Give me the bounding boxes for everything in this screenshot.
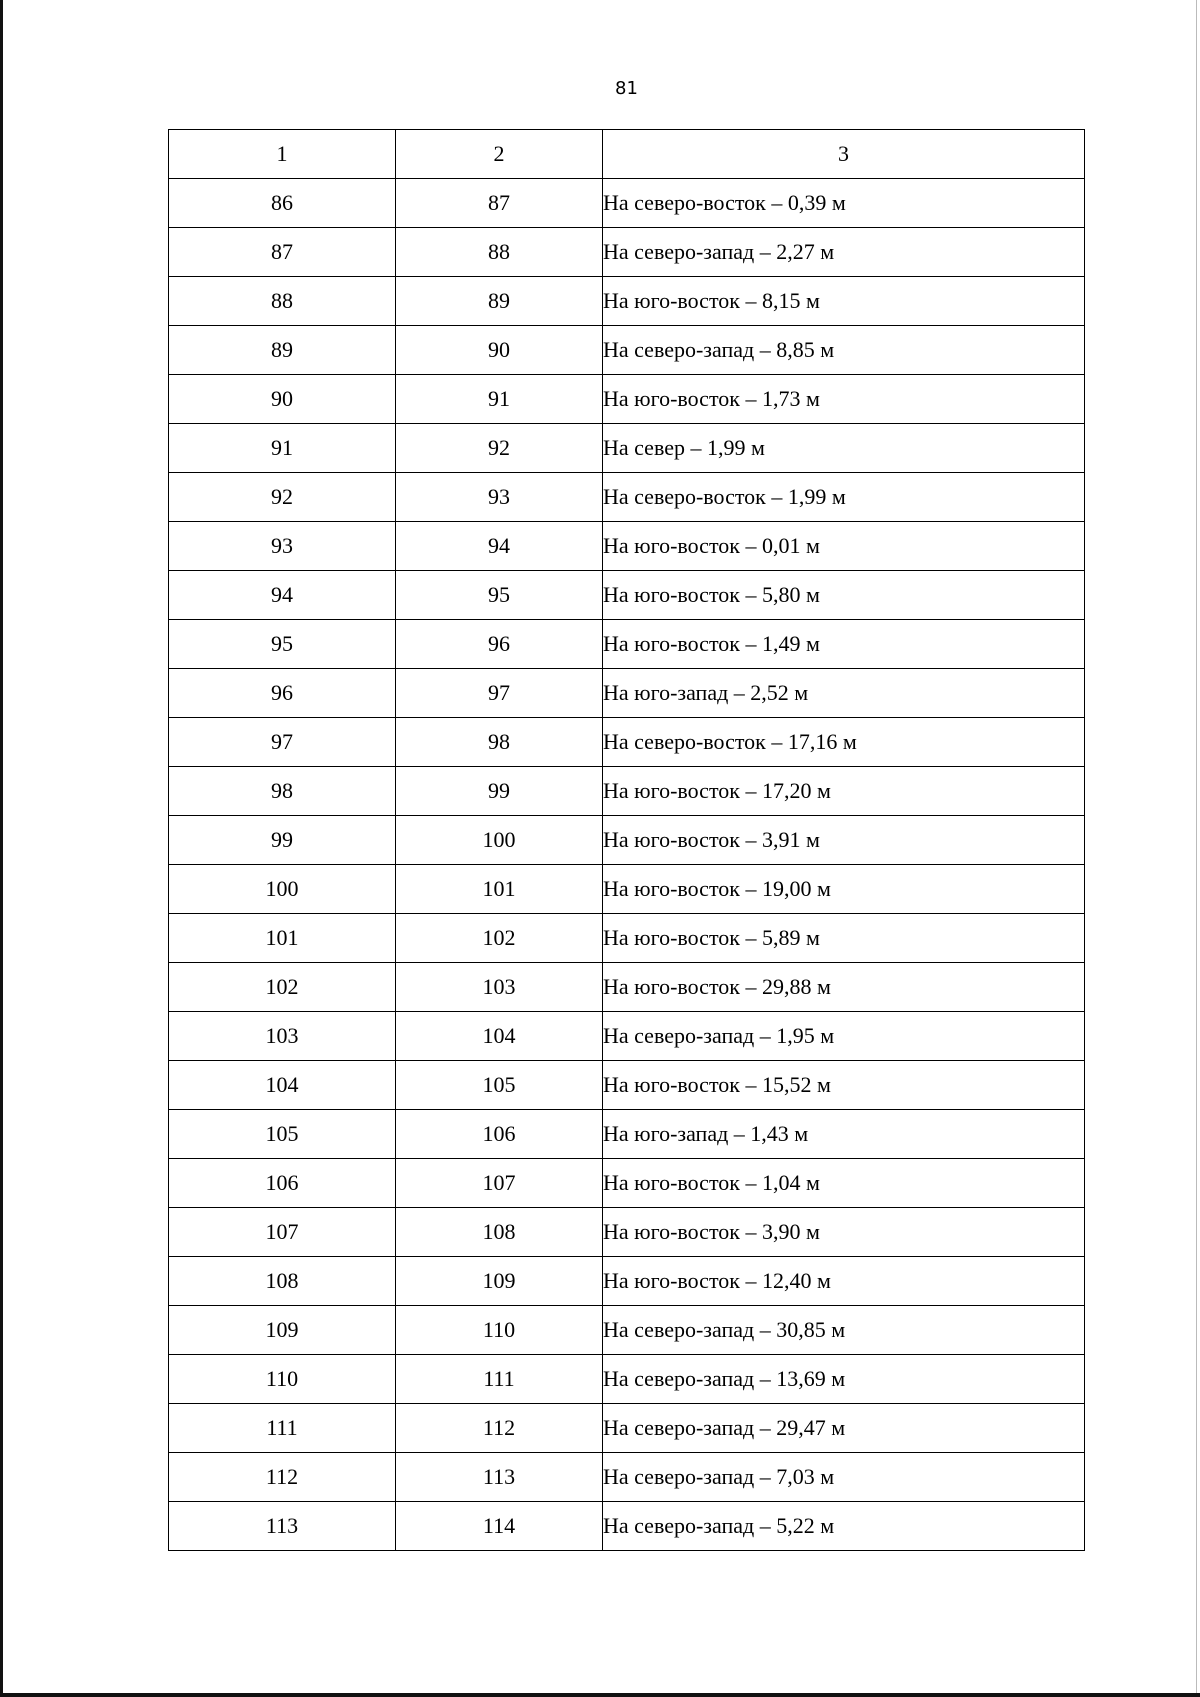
from-point-cell: 109 (169, 1306, 396, 1355)
scan-right-edge (1196, 0, 1197, 1697)
from-point-cell: 112 (169, 1453, 396, 1502)
to-point-cell: 111 (396, 1355, 603, 1404)
to-point-cell: 99 (396, 767, 603, 816)
to-point-cell: 101 (396, 865, 603, 914)
table-row (169, 718, 1085, 767)
to-point-cell: 105 (396, 1061, 603, 1110)
boundary-table-body (169, 130, 1085, 1551)
to-point-cell: 96 (396, 620, 603, 669)
table-row (169, 326, 1085, 375)
to-point-cell: 90 (396, 326, 603, 375)
table-row (169, 1355, 1085, 1404)
from-point-cell: 102 (169, 963, 396, 1012)
direction-distance-cell: На северо-восток – 17,16 м (603, 718, 1085, 767)
to-point-cell: 91 (396, 375, 603, 424)
table-row (169, 1159, 1085, 1208)
table-row (169, 228, 1085, 277)
from-point-cell: 97 (169, 718, 396, 767)
from-point-cell: 88 (169, 277, 396, 326)
direction-distance-cell: На северо-восток – 0,39 м (603, 179, 1085, 228)
direction-distance-cell: На юго-запад – 2,52 м (603, 669, 1085, 718)
direction-distance-cell: На северо-запад – 8,85 м (603, 326, 1085, 375)
table-row (169, 816, 1085, 865)
table-row (169, 1453, 1085, 1502)
direction-distance-cell: На юго-восток – 8,15 м (603, 277, 1085, 326)
table-row (169, 1110, 1085, 1159)
direction-distance-cell: На северо-восток – 1,99 м (603, 473, 1085, 522)
to-point-cell: 98 (396, 718, 603, 767)
table-row (169, 1306, 1085, 1355)
table-row (169, 1502, 1085, 1551)
table-row (169, 963, 1085, 1012)
direction-distance-cell: На северо-запад – 1,95 м (603, 1012, 1085, 1061)
header-cell-col1: 1 (169, 130, 396, 179)
from-point-cell: 105 (169, 1110, 396, 1159)
to-point-cell: 88 (396, 228, 603, 277)
from-point-cell: 87 (169, 228, 396, 277)
direction-distance-cell: На северо-запад – 13,69 м (603, 1355, 1085, 1404)
header-cell-col2: 2 (396, 130, 603, 179)
from-point-cell: 101 (169, 914, 396, 963)
from-point-cell: 100 (169, 865, 396, 914)
to-point-cell: 92 (396, 424, 603, 473)
direction-distance-cell: На юго-восток – 3,91 м (603, 816, 1085, 865)
direction-distance-cell: На северо-запад – 29,47 м (603, 1404, 1085, 1453)
table-row (169, 571, 1085, 620)
to-point-cell: 102 (396, 914, 603, 963)
page-number: 81 (615, 78, 638, 99)
from-point-cell: 95 (169, 620, 396, 669)
to-point-cell: 104 (396, 1012, 603, 1061)
direction-distance-cell: На юго-восток – 29,88 м (603, 963, 1085, 1012)
table-row (169, 669, 1085, 718)
table-row (169, 914, 1085, 963)
direction-distance-cell: На северо-запад – 7,03 м (603, 1453, 1085, 1502)
to-point-cell: 108 (396, 1208, 603, 1257)
direction-distance-cell: На северо-запад – 2,27 м (603, 228, 1085, 277)
to-point-cell: 87 (396, 179, 603, 228)
scan-left-edge (0, 0, 3, 1697)
table-header-row (169, 130, 1085, 179)
table-row (169, 1012, 1085, 1061)
direction-distance-cell: На юго-восток – 5,89 м (603, 914, 1085, 963)
from-point-cell: 92 (169, 473, 396, 522)
direction-distance-cell: На юго-восток – 19,00 м (603, 865, 1085, 914)
from-point-cell: 93 (169, 522, 396, 571)
table-row (169, 865, 1085, 914)
direction-distance-cell: На юго-восток – 12,40 м (603, 1257, 1085, 1306)
table-row (169, 767, 1085, 816)
from-point-cell: 110 (169, 1355, 396, 1404)
table-row (169, 620, 1085, 669)
to-point-cell: 103 (396, 963, 603, 1012)
to-point-cell: 100 (396, 816, 603, 865)
to-point-cell: 95 (396, 571, 603, 620)
table-row (169, 1404, 1085, 1453)
to-point-cell: 106 (396, 1110, 603, 1159)
to-point-cell: 114 (396, 1502, 603, 1551)
from-point-cell: 111 (169, 1404, 396, 1453)
from-point-cell: 86 (169, 179, 396, 228)
from-point-cell: 106 (169, 1159, 396, 1208)
direction-distance-cell: На северо-запад – 5,22 м (603, 1502, 1085, 1551)
direction-distance-cell: На юго-восток – 5,80 м (603, 571, 1085, 620)
from-point-cell: 104 (169, 1061, 396, 1110)
to-point-cell: 113 (396, 1453, 603, 1502)
to-point-cell: 110 (396, 1306, 603, 1355)
table-row (169, 1257, 1085, 1306)
to-point-cell: 107 (396, 1159, 603, 1208)
to-point-cell: 112 (396, 1404, 603, 1453)
from-point-cell: 94 (169, 571, 396, 620)
to-point-cell: 94 (396, 522, 603, 571)
direction-distance-cell: На юго-восток – 17,20 м (603, 767, 1085, 816)
table-row (169, 277, 1085, 326)
direction-distance-cell: На юго-восток – 1,04 м (603, 1159, 1085, 1208)
table-row (169, 522, 1085, 571)
to-point-cell: 97 (396, 669, 603, 718)
from-point-cell: 107 (169, 1208, 396, 1257)
from-point-cell: 113 (169, 1502, 396, 1551)
to-point-cell: 93 (396, 473, 603, 522)
from-point-cell: 89 (169, 326, 396, 375)
table-row (169, 1061, 1085, 1110)
table-row (169, 424, 1085, 473)
direction-distance-cell: На северо-запад – 30,85 м (603, 1306, 1085, 1355)
boundary-table (168, 129, 1085, 1551)
to-point-cell: 109 (396, 1257, 603, 1306)
scan-bottom-edge (0, 1693, 1200, 1697)
from-point-cell: 103 (169, 1012, 396, 1061)
from-point-cell: 99 (169, 816, 396, 865)
from-point-cell: 98 (169, 767, 396, 816)
table-row (169, 179, 1085, 228)
from-point-cell: 91 (169, 424, 396, 473)
direction-distance-cell: На юго-восток – 15,52 м (603, 1061, 1085, 1110)
to-point-cell: 89 (396, 277, 603, 326)
direction-distance-cell: На юго-восток – 3,90 м (603, 1208, 1085, 1257)
direction-distance-cell: На юго-восток – 1,73 м (603, 375, 1085, 424)
table-row (169, 473, 1085, 522)
direction-distance-cell: На север – 1,99 м (603, 424, 1085, 473)
header-cell-col3: 3 (603, 130, 1085, 179)
direction-distance-cell: На юго-запад – 1,43 м (603, 1110, 1085, 1159)
table-row (169, 375, 1085, 424)
direction-distance-cell: На юго-восток – 1,49 м (603, 620, 1085, 669)
table-row (169, 1208, 1085, 1257)
from-point-cell: 90 (169, 375, 396, 424)
from-point-cell: 108 (169, 1257, 396, 1306)
direction-distance-cell: На юго-восток – 0,01 м (603, 522, 1085, 571)
from-point-cell: 96 (169, 669, 396, 718)
